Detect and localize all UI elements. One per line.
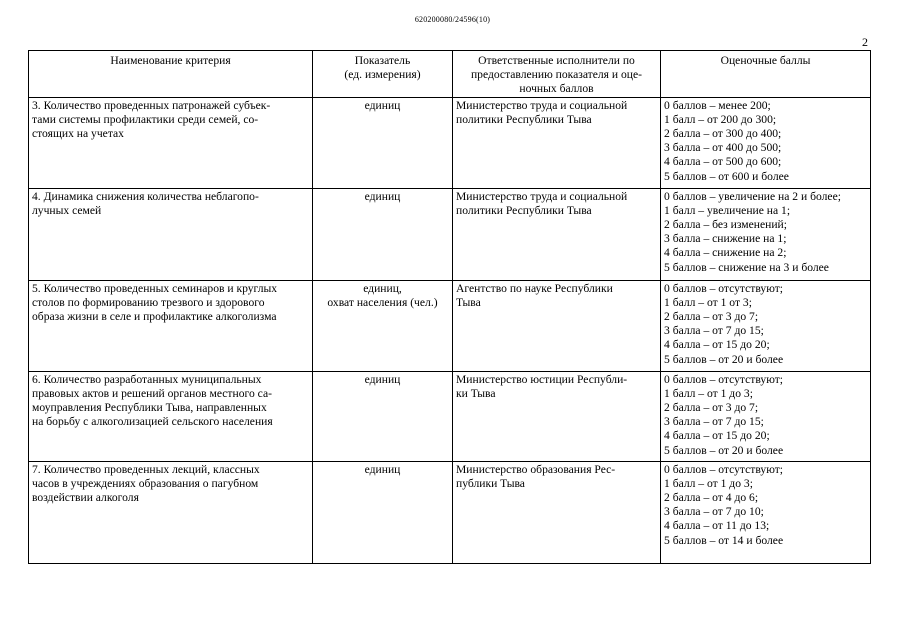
executor-cell: Министерство юстиции Республи- ки Тыва — [453, 371, 661, 461]
score-line: 0 баллов – отсутствуют; — [664, 462, 784, 476]
unit-cell: единиц — [313, 461, 453, 563]
table-row — [29, 188, 871, 280]
table-header-row — [29, 51, 871, 98]
table-row — [29, 461, 871, 563]
score-line: 5 баллов – от 20 и более — [664, 352, 784, 366]
scores-cell — [661, 188, 871, 280]
table-row — [29, 97, 871, 188]
score-line: 5 баллов – снижение на 3 и более — [664, 260, 829, 274]
column-header-executor: Ответственные исполнители по предоставлению показателя и оце- ночных баллов — [453, 51, 661, 98]
score-line: 4 балла – от 500 до 600; — [664, 155, 782, 169]
document-code: 620200080/24596(10) — [414, 15, 491, 24]
score-line: 2 балла – от 3 до 7; — [664, 310, 759, 324]
score-line: 3 балла – от 7 до 10; — [664, 505, 764, 519]
score-line: 2 балла – от 3 до 7; — [664, 401, 759, 415]
score-line: 2 балла – без изменений; — [664, 218, 787, 232]
criterion-cell: 4. Динамика снижения количества неблагопо- лучных семей — [29, 188, 313, 280]
unit-cell: единиц — [313, 188, 453, 280]
criterion-cell: 5. Количество проведенных семинаров и круглых столов по формированию трезвого и здорового образа жизни в селе и профилактике алкоголизма — [29, 280, 313, 371]
score-line: 3 балла – от 7 до 15; — [664, 415, 764, 429]
page-number: 2 — [862, 35, 868, 49]
criterion-cell: 6. Количество разработанных муниципальных правовых актов и решений органов местного са- моуправления Республики Тыва, направленных на борьбу с алкоголизацией сельского населения — [29, 371, 313, 461]
score-line: 0 баллов – отсутствуют; — [664, 281, 784, 295]
table-row — [29, 280, 871, 371]
score-line: 1 балл – от 1 от 3; — [664, 295, 752, 309]
unit-cell: единиц — [313, 371, 453, 461]
score-line: 1 балл – увеличение на 1; — [664, 203, 791, 217]
score-line: 2 балла – от 300 до 400; — [664, 127, 782, 141]
score-line: 1 балл – от 200 до 300; — [664, 112, 777, 126]
criterion-cell: 3. Количество проведенных патронажей субъек- тами системы профилактики среди семей, со- стоящих на учетах — [29, 97, 313, 188]
column-header-scores: Оценочные баллы — [661, 51, 871, 98]
score-line: 5 баллов – от 14 и более — [664, 533, 784, 547]
unit-cell: единиц, охват населения (чел.) — [313, 280, 453, 371]
column-header-criterion: Наименование критерия — [29, 51, 313, 98]
score-line: 2 балла – от 4 до 6; — [664, 491, 759, 505]
score-line: 5 баллов – от 20 и более — [664, 443, 784, 457]
executor-cell: Министерство образования Рес- публики Тыва — [453, 461, 661, 563]
score-line: 3 балла – от 400 до 500; — [664, 141, 782, 155]
score-line: 0 баллов – отсутствуют; — [664, 372, 784, 386]
score-line: 3 балла – от 7 до 15; — [664, 324, 764, 338]
scores-cell — [661, 461, 871, 563]
score-line: 0 баллов – менее 200; — [664, 98, 771, 112]
column-header-unit: Показатель (ед. измерения) — [313, 51, 453, 98]
scores-cell — [661, 280, 871, 371]
score-line: 5 баллов – от 600 и более — [664, 169, 789, 183]
score-line: 3 балла – снижение на 1; — [664, 232, 787, 246]
score-line: 4 балла – от 15 до 20; — [664, 338, 770, 352]
table-row — [29, 371, 871, 461]
criteria-table — [28, 50, 871, 564]
score-line: 1 балл – от 1 до 3; — [664, 476, 753, 490]
score-line: 0 баллов – увеличение на 2 и более; — [664, 189, 841, 203]
criterion-cell: 7. Количество проведенных лекций, классных часов в учреждениях образования о пагубном воздействии алкоголя — [29, 461, 313, 563]
score-line: 1 балл – от 1 до 3; — [664, 386, 753, 400]
unit-cell: единиц — [313, 97, 453, 188]
executor-cell: Министерство труда и социальной политики Республики Тыва — [453, 188, 661, 280]
scores-cell — [661, 97, 871, 188]
executor-cell: Министерство труда и социальной политики Республики Тыва — [453, 97, 661, 188]
score-line: 4 балла – от 11 до 13; — [664, 519, 770, 533]
scores-cell — [661, 371, 871, 461]
score-line: 4 балла – от 15 до 20; — [664, 429, 770, 443]
executor-cell: Агентство по науке Республики Тыва — [453, 280, 661, 371]
score-line: 4 балла – снижение на 2; — [664, 246, 787, 260]
